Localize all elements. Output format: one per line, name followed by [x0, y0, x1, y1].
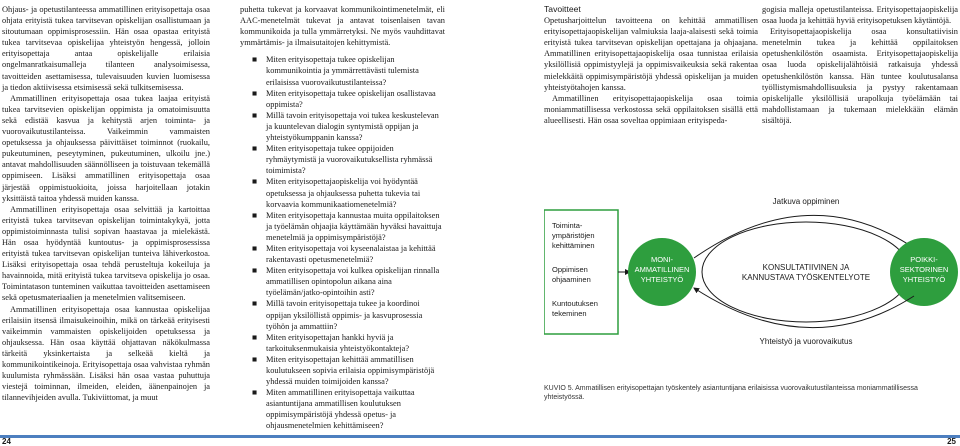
list-item — [240, 332, 445, 354]
list-item-text: Miten erityisopettaja tukee opiskelijan kommunikointia ja ymmärrettävästi tulemista erilaisissa vuorovaikutustilanteissa? — [266, 55, 419, 87]
figure-caption: KUVIO 5. Ammatillisen erityisopettajan työskentely asiantuntijana erilaisissa vuorovaikutustilanteissa moniammatillisessa yhteistyössä. — [544, 385, 918, 401]
list-item-text: Miten erityisopettajan kehittää ammatillisen koulutukseen sopivia erilaisia oppimisympäristöjä yhdessä muiden toimijoiden kanssa? — [266, 354, 435, 387]
bullet-icon: ■ — [252, 354, 258, 364]
bullet-icon: ■ — [252, 110, 258, 120]
list-item-text: Miten erityisopettaja tukee oppijoiden ryhmäytymistä ja vuorovaikutuksellista ryhmässä toimimista? — [266, 144, 433, 176]
list-item — [240, 110, 445, 143]
bullet-icon: ■ — [252, 177, 258, 187]
bullet-icon: ■ — [252, 55, 258, 65]
list-item-text: Miten erityisopettajaopiskelija voi hyödyntää opetuksessa ja ohjauksessa puhetta tukevia tai korvaavia kommunikaatiomenetelmiä? — [266, 177, 421, 209]
list-item-text: Millä tavoin erityisopettaja tukee ja koordinoi oppijan yksilöllistä oppimis- ja kasvuprosessia työhön ja ammattiin? — [266, 299, 423, 331]
poikki-label: POIKKI-SEKTORINEN YHTEISTYÖ — [899, 255, 949, 284]
list-item-text: Miten erityisopettaja kannustaa muita oppilaitoksen ja työelämän ohjaajia käyttämään hyväksi havaittuja menetelmiä ja oppimisympäristöjä? — [266, 210, 442, 242]
cooperation-diagram — [544, 188, 960, 388]
top-label: Jatkuva oppiminen — [772, 197, 840, 206]
bullet-icon: ■ — [252, 299, 258, 309]
question-list — [240, 54, 445, 431]
list-item — [240, 354, 445, 387]
list-item — [240, 243, 445, 265]
center-ellipse — [702, 222, 910, 322]
paragraph: Ammatillinen erityisopettaja osaa tukea laajaa erityistä tukea tarvitsevien opiskelijan oppimista ja omatoimisuutta sekä edistää kasvua ja kehitystä arjen toiminta- ja vuorovaikutustilanteissa. Vaikeimmin vammaisten opetuksessa ja ohjauksessa päivittäiset toiminnot (ruokailu, pukeutuminen, peseytyminen, pukeutuminen, ulkoilu jne.) antavat mahdollisuuden säännölliseen ja toistuvaan tekemällä oppimiseen. Lisäksi ammatillinen erityisopettaja osaa järjestää oppimistuokioita, joissa harjoitellaan jotakin yksittäistä taitoa yhdessä muiden kanssa. — [2, 93, 210, 203]
list-item-text: Miten erityisopettaja voi kyseenalaistaa ja kehittää rakentavasti opetusmenetelmiä? — [266, 243, 436, 265]
left-item-1: Toiminta-ympäristöjen kehittäminen — [552, 221, 595, 250]
moni-label: MONI-AMMATILLINEN YHTEISTYÖ — [634, 255, 690, 284]
bullet-icon: ■ — [252, 388, 258, 398]
paragraph: Ammatillinen erityisopettaja osaa selvittää ja kartoittaa erityistä tukea tarvitsevan opiskelijan toimintakykyä, jotta oppimistoiminnasta tulisi sopivan haastavaa ja mielekästä. Hän osaa hyödyntää kuntoutus- ja oppimisprosessissa erityistä tukea tarvitsevan opiskelijan tunteiva lähiverkostoa. Lisäksi erityisopettaja osaa tehdä perusteltuja kokeiluja ja havainnoida, mitä erityistä tukea tarvitseva opiskelija jo osaa. Toimintatason tunteminen vaikuttaa tavoitteiden asettamiseen sekä opetusmateriaalien ja menetelmien valitsemiseen. — [2, 204, 210, 303]
list-item — [240, 265, 445, 298]
left-text-column — [2, 4, 210, 403]
paragraph: Ohjaus- ja opetustilanteessa ammatillinen erityisopettaja osaa ohjata erityistä tukea tarvitsevan opiskelijan osallistumaan ja sitoutumaan oppimisprosessiin. Hän osaa opastaa erityistä tukea tarvitsevaa opiskelijaa yhteistyön hengessä, jolloin erityisopettaja antaa opiskelijalle erilaisia ongelmanratkaisumalleja tilanteen analysoimisessa, tavoitteiden asettamisessa, tulevaisuuden kuvien luomisessa ja tiedon aktiivisessa etsimisessä sekä tulkitsemisessa. — [2, 5, 210, 92]
list-item — [240, 210, 445, 243]
bottom-label: Yhteistyö ja vuorovaikutus — [759, 337, 853, 346]
page-number-left: 24 — [2, 437, 11, 446]
footer-rule — [0, 435, 960, 438]
paragraph: Ammatillinen erityisopettajaopiskelija osaa toimia moniammatillisessa verkostossa sekä oppilaitoksen sisällä että alueellisesti. Hän osaa soveltaa oppimiaan erityispeda- — [544, 93, 758, 125]
list-item — [240, 88, 445, 110]
list-item — [240, 143, 445, 176]
bullet-icon: ■ — [252, 88, 258, 98]
middle-text-column — [240, 4, 445, 48]
list-item-text: Millä tavoin erityisopettaja voi tukea keskustelevan ja kuuntelevan dialogin syntymistä oppijan ja yhteistyökumppanin kanssa? — [266, 110, 439, 143]
list-item — [240, 298, 445, 331]
page-number-right: 25 — [947, 437, 956, 446]
list-item-text: Miten erityisopettajan hankki hyviä ja tarkoituksenmukaisia yhteistyökontakteja? — [266, 332, 410, 353]
right-text-column-2 — [762, 4, 958, 126]
bullet-icon: ■ — [252, 144, 258, 154]
list-item — [240, 54, 445, 87]
list-item-text: Miten erityisopettaja tukee opiskelijan osallistavaa oppimista? — [266, 88, 436, 109]
bullet-icon: ■ — [252, 332, 258, 342]
list-item — [240, 176, 445, 209]
left-item-2: Oppimisen ohjaaminen — [552, 265, 591, 284]
paragraph: puhetta tukevat ja korvaavat kommunikointimenetelmät, eli AAC-menetelmät tukevat ja antavat toisenlaisen tavan kommunikoida ja tulla ymmärretyksi. Ne myös vauhdittavat ymmärtämis- ja ilmaisutaitojen kehittymistä. — [240, 5, 445, 48]
right-text-column-1 — [544, 4, 758, 126]
list-item-text: Miten erityisopettaja voi kulkea opiskelijan rinnalla ammatillisen opintopolun aikana aina työelämän/jatko-opintoihin asti? — [266, 266, 440, 298]
bullet-icon: ■ — [252, 210, 258, 220]
bullet-icon: ■ — [252, 243, 258, 253]
paragraph: Erityisopettajaopiskelija osaa konsultatiivisin menetelmin tukea ja kehittää oppilaitoksen opetushenkilöstön osaamista. Erityisopettajaopiskelija osaa luoda opiskelijalähtöisiä ratkaisuja yhdessä opetushenkilöstön kanssa. Hän tuntee koulutusalansa työllistymismahdollisuuksia ja pystyy rakentamaan opiskelijalle yksilöllisiä urapolkuja työelämään tai mahdollistamaan ja tukemaan mielekkään elämän sisältöjä. — [762, 27, 958, 125]
paragraph: gogisia malleja opetustilanteissa. Erityisopettajaopiskelija osaa luoda ja kehittää hyviä erityisopetuksen käytäntöjä. — [762, 5, 958, 26]
section-heading: Tavoitteet — [544, 4, 581, 14]
list-item — [240, 387, 445, 431]
left-item-3: Kuntoutuksen tekeminen — [552, 299, 598, 318]
paragraph: Opetusharjoittelun tavoitteena on kehittää ammatillisen erityisopettajaopiskelijan valmiuksia laaja-alaisesti sekä toimia erityistä tukea tarvitsevan opiskelijan opettajana ja ohjaajana. Ammatillinen erityisopettajaopiskelija osaa tunnistaa erilaisia yksilöllisiä oppimistyylejä ja oppimisvaikeuksia sekä rakentaa mielekkäitä oppimisympäristöjä yhdessä opiskelijan ja muiden yhteistyötahojen kanssa. — [544, 16, 758, 92]
bullet-icon: ■ — [252, 266, 258, 276]
list-item-text: Miten ammatillinen erityisopettaja vaikuttaa asiantuntijana ammatillisen koulutuksen oppimisympäristöjä yhdessä opetus- ja ohjausmenetelmien kehittämiseen? — [266, 388, 415, 431]
center-label: KONSULTATIIVINEN JA KANNUSTAVA TYÖSKENTELYOTE — [741, 263, 871, 282]
paragraph: Ammatillinen erityisopettaja osaa kannustaa opiskelijaa erilaisiin itsensä ilmaisukeinoihin, mikä on tärkeää erityisesti vaikeimmin vammaisten opiskelijoiden opetuksessa ja ohjauksessa. Hän osaa käyttää ohjattavan näkökulmassa tärkeitä yksinkertaista ja selkeää kieltä ja kommunikointikeinoja. Erityisopettaja osaa vahvistaa ryhmän kuulumista ryhmässään. Lisäksi hän osaa vastaa puhuttuja viestejä toiminnan, ilmeiden, eleiden, äänenpainojen ja tilannevihjeiden avulla. Tukiviittomat, ja muut — [2, 304, 210, 403]
